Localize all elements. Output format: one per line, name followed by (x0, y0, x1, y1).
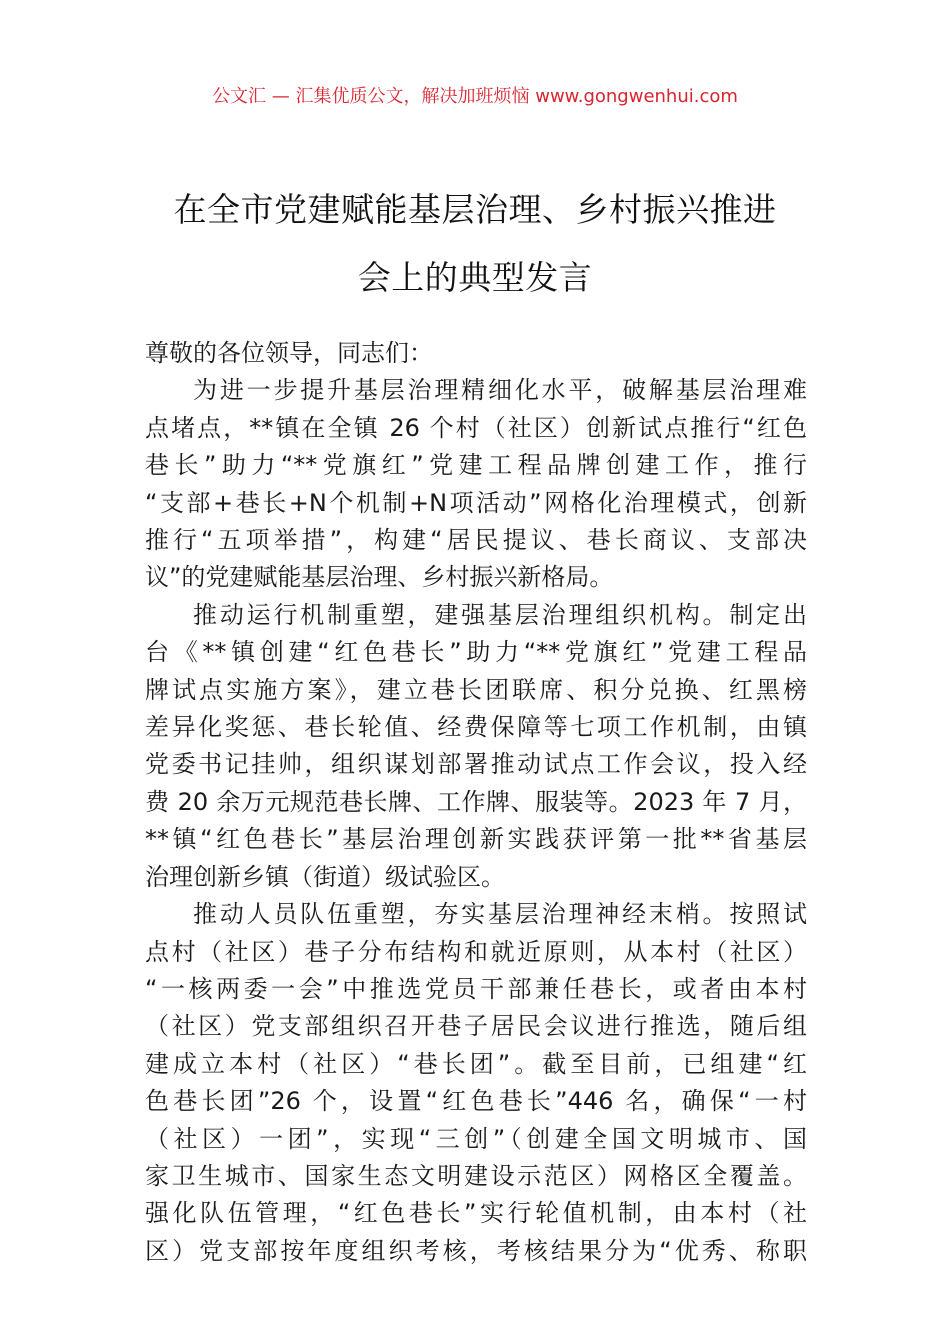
paragraph-line: **镇“红色巷长”基层治理创新实践获评第一批**省基层 (145, 825, 807, 854)
paragraph-line: 家卫生城市、国家生态文明建设示范区）网格区全覆盖。 (145, 1161, 807, 1190)
header-banner: 公文汇 — 汇集优质公文，解决加班烦恼 www.gongwenhui.com (212, 86, 738, 107)
paragraph-line: 点堵点，**镇在全镇 26 个村（社区）创新试点推行“红色 (145, 413, 807, 442)
paragraph-line: 党委书记挂帅，组织谋划部署推动试点工作会议，投入经 (145, 750, 807, 779)
paragraph-line: 治理创新乡镇（街道）级试验区。 (145, 862, 505, 891)
paragraph-line: 牌试点实施方案》，建立巷长团联席、积分兑换、红黑榜 (145, 675, 807, 704)
paragraph-line: 区）党支部按年度组织考核，考核结果分为“优秀、称职 (145, 1236, 807, 1265)
paragraph-line: （社区）党支部组织召开巷子居民会议进行推选，随后组 (145, 1012, 807, 1041)
paragraph-line: 差异化奖惩、巷长轮值、经费保障等七项工作机制，由镇 (145, 713, 807, 742)
paragraph-line: 议”的党建赋能基层治理、乡村振兴新格局。 (145, 563, 614, 592)
document-title (120, 176, 830, 312)
paragraph-line: 推动人员队伍重塑，夯实基层治理神经末梢。按照试 (193, 900, 807, 929)
paragraph-line: 强化队伍管理，“红色巷长”实行轮值机制，由本村（社 (145, 1199, 807, 1228)
paragraph-line: 建成立本村（社区）“巷长团”。截至目前，已组建“红 (145, 1049, 807, 1078)
paragraph-line: 推动运行机制重塑，建强基层治理组织机构。制定出 (193, 600, 807, 629)
paragraph-line: 点村（社区）巷子分布结构和就近原则，从本村（社区） (145, 937, 807, 966)
paragraph-line: “一核两委一会”中推选党员干部兼任巷长，或者由本村 (145, 974, 807, 1003)
salutation: 尊敬的各位领导，同志们： (145, 339, 433, 367)
paragraph-2 (145, 597, 807, 896)
document-body (145, 335, 807, 1270)
paragraph-line: 色巷长团”26 个，设置“红色巷长”446 名，确保“一村 (145, 1087, 807, 1116)
paragraph-line: 费 20 余万元规范巷长牌、工作牌、服装等。2023 年 7 月， (145, 787, 807, 816)
title-line: 在全市党建赋能基层治理、乡村振兴推进 (173, 190, 777, 229)
paragraph-3 (145, 896, 807, 1270)
paragraph-line: （社区）一团”，实现“三创”（创建全国文明城市、国 (145, 1124, 807, 1153)
paragraph-line: 巷长”助力“**党旗红”党建工程品牌创建工作，推行 (145, 451, 807, 480)
paragraph-1 (145, 372, 807, 596)
title-line: 会上的典型发言 (357, 258, 593, 297)
paragraph-line: 为进一步提升基层治理精细化水平，破解基层治理难 (193, 376, 807, 405)
paragraph-line: “支部+巷长+N个机制+N项活动”网格化治理模式，创新 (145, 488, 807, 517)
paragraph-line: 推行“五项举措”，构建“居民提议、巷长商议、支部决 (145, 526, 807, 555)
paragraph-line: 台《**镇创建“红色巷长”助力“**党旗红”党建工程品 (145, 638, 807, 667)
